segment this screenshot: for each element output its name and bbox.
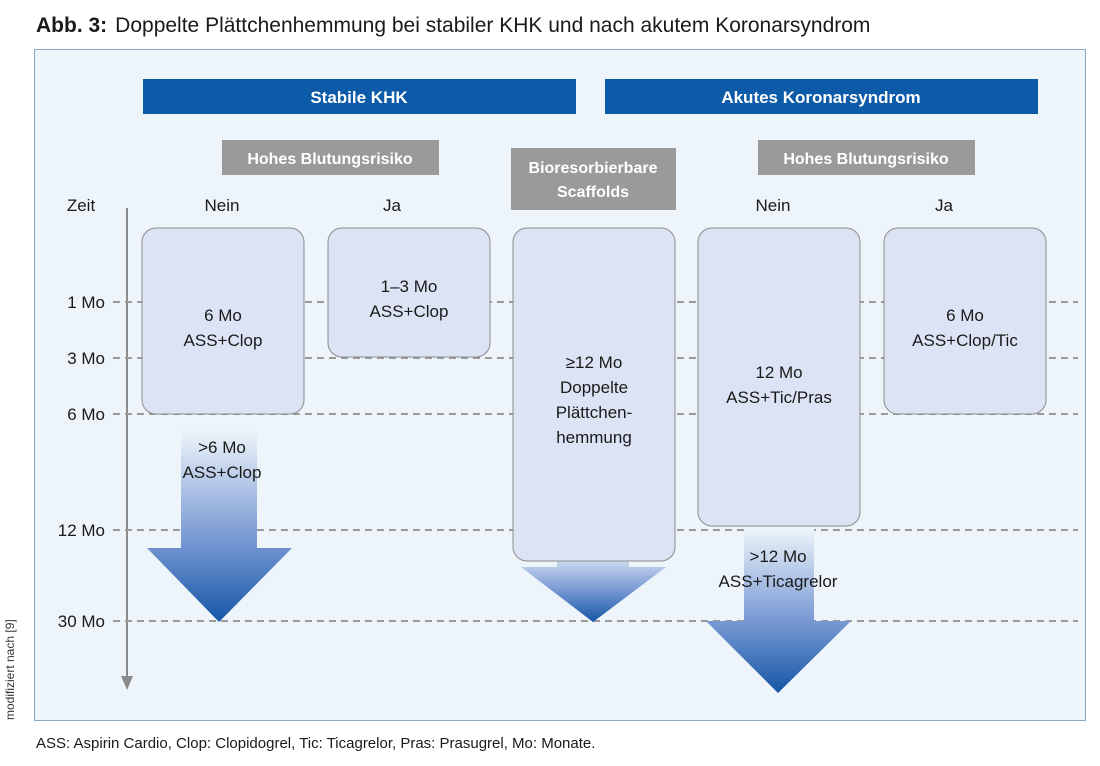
extension-label-acute-duration: >12 Mo xyxy=(749,547,807,566)
figure-label: Abb. 3: xyxy=(36,14,108,37)
header-acute xyxy=(605,79,1038,114)
tick-label-12mo: 12 Mo xyxy=(57,521,105,540)
subheader-scaffolds-line-2: Scaffolds xyxy=(556,184,630,201)
subheader-bleeding-risk-acute xyxy=(758,140,975,175)
tick-label-1mo: 1 Mo xyxy=(67,293,105,312)
box-acute-no-bleeding-therapy: ASS+Tic/Pras xyxy=(726,388,832,407)
box-acute-no-bleeding xyxy=(698,228,860,526)
extension-label-stable-therapy: ASS+Clop xyxy=(182,463,262,482)
header-stable xyxy=(143,79,576,114)
time-axis-title: Zeit xyxy=(66,196,96,215)
box-scaffolds-line-2: Doppelte xyxy=(559,378,629,397)
source-note: modifiziert nach [9] xyxy=(3,619,17,720)
box-scaffolds xyxy=(513,228,675,561)
box-acute-bleeding xyxy=(884,228,1046,414)
header-stable-label: Stabile KHK xyxy=(310,88,408,107)
tick-label-3mo: 3 Mo xyxy=(67,349,105,368)
subheader-bleeding-risk-acute-label: Hohes Blutungsrisiko xyxy=(783,151,949,168)
column-label-stable-no: Nein xyxy=(204,196,240,215)
extension-label-acute-therapy: ASS+Ticagrelor xyxy=(718,572,838,591)
box-stable-bleeding-duration: 1–3 Mo xyxy=(380,277,438,296)
box-acute-no-bleeding-duration: 12 Mo xyxy=(755,363,803,382)
box-stable-no-bleeding xyxy=(142,228,304,414)
header-acute-label: Akutes Koronarsyndrom xyxy=(721,88,921,107)
subheader-scaffolds-line-1: Bioresorbierbare xyxy=(528,160,658,177)
column-label-stable-yes: Ja xyxy=(383,196,401,215)
figure-title: Doppelte Plättchenhemmung bei stabiler KHK und nach akutem Koronarsyndrom xyxy=(115,14,871,37)
box-acute-bleeding-duration: 6 Mo xyxy=(946,306,984,325)
box-acute-bleeding-therapy: ASS+Clop/Tic xyxy=(912,331,1018,350)
abbreviations-footnote: ASS: Aspirin Cardio, Clop: Clopidogrel, Tic: Ticagrelor, Pras: Prasugrel, Mo: Monate. xyxy=(36,735,596,752)
box-scaffolds-line-3: Plättchen- xyxy=(555,403,633,422)
extension-arrow-stable xyxy=(147,431,292,622)
extension-label-stable-duration: >6 Mo xyxy=(198,438,246,457)
subheader-bleeding-risk-stable-label: Hohes Blutungsrisiko xyxy=(247,151,413,168)
column-label-acute-no: Nein xyxy=(755,196,791,215)
tick-label-30mo: 30 Mo xyxy=(57,612,105,631)
subheader-bleeding-risk-stable xyxy=(222,140,439,175)
tick-label-6mo: 6 Mo xyxy=(67,405,105,424)
box-scaffolds-duration: ≥12 Mo xyxy=(565,353,623,372)
box-stable-no-bleeding-duration: 6 Mo xyxy=(204,306,242,325)
subheader-scaffolds xyxy=(511,148,676,210)
column-label-acute-yes: Ja xyxy=(935,196,953,215)
time-axis-arrowhead xyxy=(121,676,133,690)
time-tick-labels xyxy=(58,293,105,631)
box-stable-bleeding-therapy: ASS+Clop xyxy=(369,302,449,321)
box-scaffolds-line-4: hemmung xyxy=(556,428,632,447)
box-stable-no-bleeding-therapy: ASS+Clop xyxy=(183,331,263,350)
box-stable-bleeding xyxy=(328,228,490,357)
